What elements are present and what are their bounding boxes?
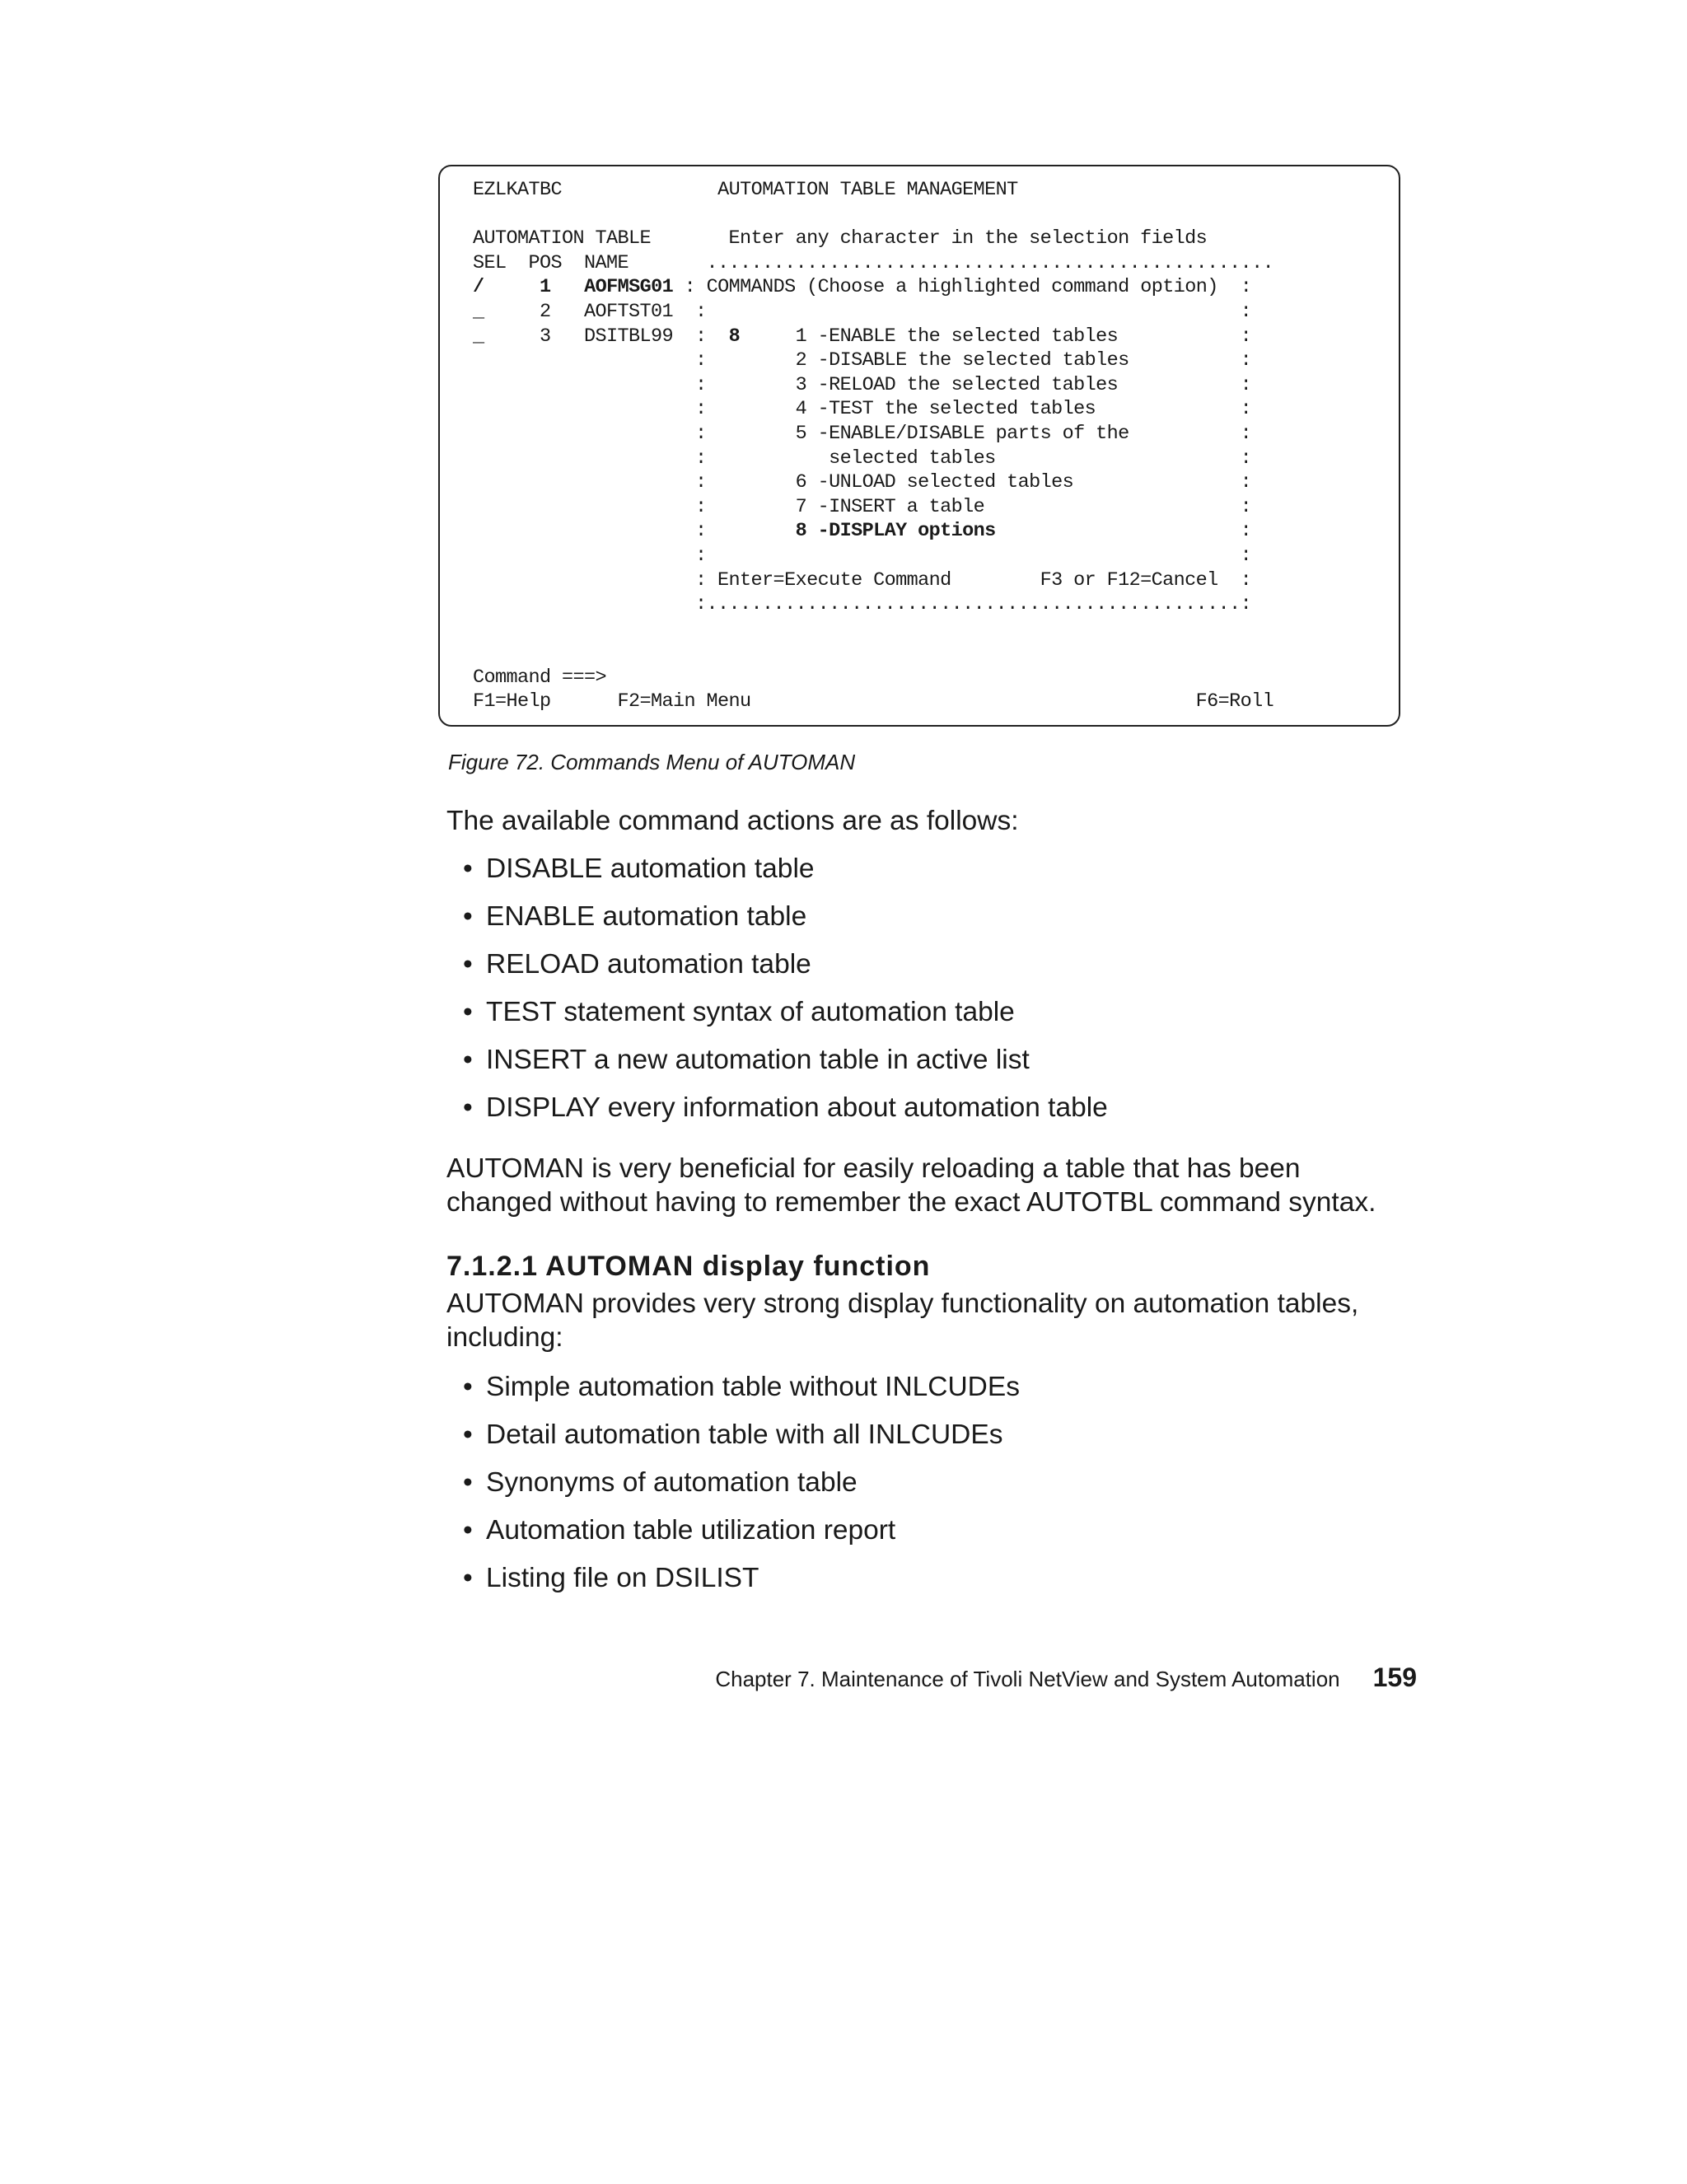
- list-item: • DISABLE automation table: [463, 853, 815, 884]
- bullet: •: [463, 1092, 473, 1123]
- menu-option-5[interactable]: : 5 -ENABLE/DISABLE parts of the :: [473, 422, 1252, 445]
- list-item: • RELOAD automation table: [463, 949, 811, 980]
- bullet: •: [463, 901, 473, 932]
- bullet: •: [463, 1045, 473, 1075]
- menu-option-8[interactable]: 8 -DISPLAY options: [795, 520, 996, 543]
- panel-id: EZLKATBC: [473, 179, 718, 201]
- row2[interactable]: _ 2 AOFTST01 : :: [473, 300, 1252, 323]
- menu-option-5-cont: : selected tables :: [473, 447, 1252, 470]
- command-option-input[interactable]: 8: [728, 325, 741, 348]
- table-header-instruction: AUTOMATION TABLE Enter any character in the selection fields: [473, 227, 1208, 250]
- bullet: •: [463, 853, 473, 884]
- intro-paragraph: The available command actions are as follows:: [446, 806, 1019, 836]
- bullet: •: [463, 997, 473, 1027]
- bullet: •: [463, 1419, 473, 1450]
- command-line[interactable]: Command ===>: [473, 666, 607, 689]
- page-footer: [692, 1663, 1417, 1693]
- bullet: •: [463, 1515, 473, 1546]
- commands-popup-title: : COMMANDS (Choose a highlighted command option) :: [673, 276, 1252, 299]
- display-paragraph: AUTOMAN provides very strong display functionality on automation tables, including:: [446, 1288, 1359, 1353]
- menu-option-7[interactable]: : 7 -INSERT a table :: [473, 495, 1252, 518]
- display-list: [446, 1370, 1020, 1609]
- popup-bottom-border: :................................................:: [473, 593, 1252, 616]
- figure-caption: Figure 72. Commands Menu of AUTOMAN: [448, 750, 856, 774]
- bullet: •: [463, 949, 473, 980]
- list-item: • INSERT a new automation table in active list: [463, 1045, 1030, 1075]
- menu-option-3[interactable]: : 3 -RELOAD the selected tables :: [473, 373, 1252, 396]
- terminal-text: [473, 178, 1273, 714]
- menu-option-1[interactable]: 1 -ENABLE the selected tables :: [740, 325, 1252, 348]
- bullet: •: [463, 1563, 473, 1593]
- menu-option-8-prefix: :: [473, 520, 796, 543]
- row1-pos: 1: [540, 276, 551, 299]
- terminal-screen: [438, 165, 1400, 727]
- list-item: • Synonyms of automation table: [463, 1467, 858, 1498]
- row1-name: AOFMSG01: [584, 276, 674, 299]
- panel-title: AUTOMATION TABLE MANAGEMENT: [717, 179, 1018, 201]
- list-item: • Simple automation table without INLCUDEs: [463, 1372, 1020, 1402]
- chapter-title: Chapter 7. Maintenance of Tivoli NetView and System Automation: [715, 1667, 1340, 1691]
- menu-option-2[interactable]: : 2 -DISABLE the selected tables :: [473, 349, 1252, 372]
- row3-prefix[interactable]: _ 3 DSITBL99 :: [473, 325, 729, 348]
- popup-keys: : Enter=Execute Command F3 or F12=Cancel :: [473, 568, 1252, 592]
- list-item: • Listing file on DSILIST: [463, 1563, 759, 1593]
- list-item: • Detail automation table with all INLCUDEs: [463, 1419, 1003, 1450]
- benefit-paragraph: AUTOMAN is very beneficial for easily reloading a table that has been changed without having to remember the exact AUTOTBL command syntax.: [446, 1153, 1376, 1218]
- list-item: • ENABLE automation table: [463, 901, 807, 932]
- popup-blank-line: : :: [473, 544, 1252, 567]
- menu-option-8-border: :: [995, 520, 1252, 543]
- row1-selection-field[interactable]: /: [473, 276, 484, 299]
- list-item: • DISPLAY every information about automation table: [463, 1092, 1108, 1123]
- section-heading: 7.1.2.1 AUTOMAN display function: [446, 1251, 931, 1282]
- list-item: • TEST statement syntax of automation table: [463, 997, 1015, 1027]
- function-keys: F1=Help F2=Main Menu F6=Roll: [473, 690, 1274, 713]
- column-headers: SEL POS NAME ...................................................: [473, 251, 1274, 274]
- bullet: •: [463, 1467, 473, 1498]
- menu-option-6[interactable]: : 6 -UNLOAD selected tables :: [473, 471, 1252, 494]
- list-item: • Automation table utilization report: [463, 1515, 896, 1546]
- menu-option-4[interactable]: : 4 -TEST the selected tables :: [473, 398, 1252, 421]
- page-number: 159: [1372, 1663, 1417, 1692]
- bullet: •: [463, 1372, 473, 1402]
- actions-list: [446, 852, 1108, 1139]
